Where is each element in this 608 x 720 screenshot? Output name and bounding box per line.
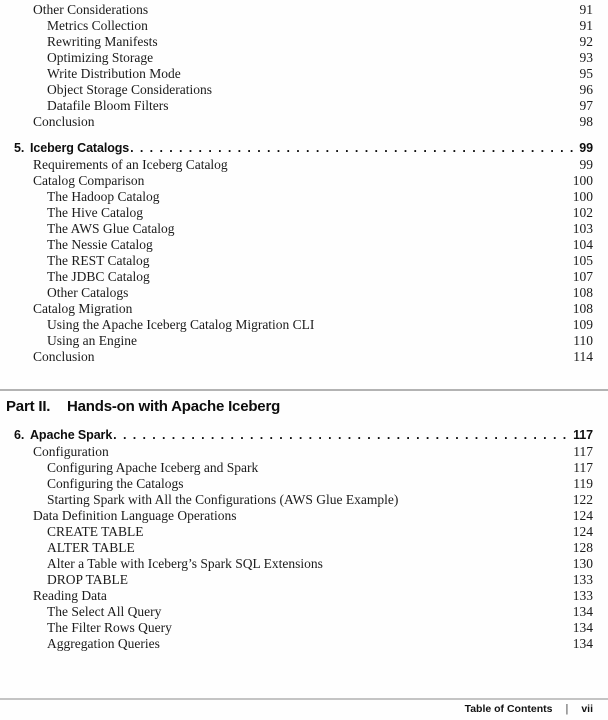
toc-entry — [14, 460, 593, 476]
chapter-number: 6. — [14, 427, 25, 442]
entry-title: Reading Data — [33, 587, 107, 603]
toc-entry — [14, 18, 593, 34]
entry-title: Using an Engine — [47, 333, 137, 348]
chapter-heading-row — [14, 140, 593, 157]
entry-page-number: 124 — [572, 507, 593, 523]
entry-page-number: 119 — [573, 475, 593, 491]
entry-page-number: 124 — [572, 523, 593, 539]
entry-title: Catalog Migration — [33, 301, 133, 316]
entry-title: Conclusion — [33, 114, 95, 129]
entries-block — [14, 2, 593, 130]
entry-page-number: 105 — [572, 253, 593, 268]
toc-entry — [14, 636, 593, 652]
entry-title: The JDBC Catalog — [47, 269, 150, 284]
entry-page-number: 134 — [572, 619, 593, 635]
entry-title: Configuring Apache Iceberg and Spark — [47, 459, 259, 475]
chapter-title: Iceberg Catalogs — [30, 141, 130, 155]
toc-entry — [14, 476, 593, 492]
toc-entry — [14, 221, 593, 237]
toc-entry — [14, 604, 593, 620]
toc-entry — [14, 157, 593, 173]
entry-title: The Select All Query — [47, 603, 162, 619]
chapter-block — [14, 427, 593, 652]
footer-page-number: vii — [581, 703, 593, 715]
entry-page-number: 133 — [572, 587, 593, 603]
toc-entry — [14, 237, 593, 253]
entry-page-number: 114 — [573, 349, 593, 364]
toc-entry — [14, 444, 593, 460]
toc-entry — [14, 82, 593, 98]
entry-page-number: 134 — [572, 603, 593, 619]
toc-entry — [14, 2, 593, 18]
dot-leader — [113, 427, 573, 443]
entry-title: Using the Apache Iceberg Catalog Migration CLI — [47, 317, 315, 332]
chapter-page-number: 99 — [579, 141, 593, 155]
entry-page-number: 99 — [579, 157, 593, 172]
entry-title: The Hadoop Catalog — [47, 189, 160, 204]
entry-title: Other Catalogs — [47, 285, 129, 300]
entry-page-number: 134 — [572, 635, 593, 651]
toc-entry — [14, 98, 593, 114]
entry-page-number: 104 — [572, 237, 593, 252]
toc-entry — [14, 317, 593, 333]
entry-title: DROP TABLE — [47, 571, 129, 587]
entry-page-number: 117 — [573, 459, 593, 475]
dot-leader — [130, 140, 579, 156]
entry-page-number: 100 — [572, 173, 593, 188]
toc-entry — [14, 34, 593, 50]
part-divider — [6, 389, 593, 417]
entry-title: Catalog Comparison — [33, 173, 145, 188]
entry-page-number: 95 — [579, 66, 593, 81]
table-of-contents — [6, 2, 593, 652]
toc-entry — [14, 508, 593, 524]
entry-page-number: 92 — [579, 34, 593, 49]
entry-title: The REST Catalog — [47, 253, 150, 268]
entry-page-number: 108 — [572, 301, 593, 316]
entry-page-number: 122 — [572, 491, 593, 507]
toc-entry — [14, 572, 593, 588]
toc-entry — [14, 333, 593, 349]
toc-entry — [14, 173, 593, 189]
entry-page-number: 110 — [573, 333, 593, 348]
entry-page-number: 96 — [579, 82, 593, 97]
chapter-title: Apache Spark — [30, 427, 113, 442]
entry-page-number: 109 — [572, 317, 593, 332]
entry-title: Other Considerations — [33, 2, 149, 17]
toc-entry — [14, 524, 593, 540]
entry-page-number: 98 — [579, 114, 593, 129]
entry-title: CREATE TABLE — [47, 523, 144, 539]
part-label: Part II. — [6, 397, 51, 415]
toc-entry — [14, 205, 593, 221]
entry-page-number: 107 — [572, 269, 593, 284]
entry-page-number: 102 — [572, 205, 593, 220]
entry-title: Conclusion — [33, 349, 95, 364]
entry-title: Optimizing Storage — [47, 50, 154, 65]
entry-title: The AWS Glue Catalog — [47, 221, 175, 236]
entry-page-number: 97 — [579, 98, 593, 113]
toc-entry — [14, 620, 593, 636]
footer-text — [0, 700, 608, 715]
entry-title: ALTER TABLE — [47, 539, 135, 555]
entry-title: The Filter Rows Query — [47, 619, 172, 635]
entry-title: Datafile Bloom Filters — [47, 98, 169, 113]
entry-title: Aggregation Queries — [47, 635, 160, 651]
entry-title: Write Distribution Mode — [47, 66, 181, 81]
entry-title: Starting Spark with All the Configurations (AWS Glue Example) — [47, 491, 399, 507]
entry-page-number: 117 — [573, 443, 593, 459]
toc-entry — [14, 50, 593, 66]
entry-title: Data Definition Language Operations — [33, 507, 237, 523]
toc-entry — [14, 540, 593, 556]
entry-title: The Nessie Catalog — [47, 237, 153, 252]
entry-page-number: 93 — [579, 50, 593, 65]
chapter-number: 5. — [14, 141, 25, 155]
entry-page-number: 100 — [572, 189, 593, 204]
footer-section-label: Table of Contents — [464, 703, 553, 715]
chapter-heading-row — [14, 427, 593, 444]
toc-entry — [14, 492, 593, 508]
toc-entry — [14, 189, 593, 205]
toc-entry — [14, 301, 593, 317]
toc-entry — [14, 556, 593, 572]
chapter-block — [14, 140, 593, 365]
entry-page-number: 91 — [579, 18, 593, 33]
toc-entry — [14, 285, 593, 301]
entry-title: Rewriting Manifests — [47, 34, 158, 49]
entry-title: Configuration — [33, 443, 109, 459]
part-divider-rule — [0, 389, 608, 391]
toc-entry — [14, 114, 593, 130]
page-footer — [0, 698, 608, 715]
entry-title: Configuring the Catalogs — [47, 475, 184, 491]
toc-entry — [14, 349, 593, 365]
entry-page-number: 133 — [572, 571, 593, 587]
entry-title: Requirements of an Iceberg Catalog — [33, 157, 228, 172]
entry-page-number: 91 — [579, 2, 593, 17]
entry-page-number: 128 — [572, 539, 593, 555]
entry-title: Metrics Collection — [47, 18, 148, 33]
entry-page-number: 108 — [572, 285, 593, 300]
entry-title: The Hive Catalog — [47, 205, 143, 220]
part-title: Hands-on with Apache Iceberg — [67, 397, 281, 415]
chapter-page-number: 117 — [573, 427, 593, 442]
footer-separator: | — [565, 703, 569, 715]
entry-title: Object Storage Considerations — [47, 82, 212, 97]
toc-entry — [14, 253, 593, 269]
entry-page-number: 130 — [572, 555, 593, 571]
entry-title: Alter a Table with Iceberg’s Spark SQL Extensions — [47, 555, 323, 571]
toc-entry — [14, 66, 593, 82]
part-heading — [6, 397, 593, 417]
toc-entry — [14, 269, 593, 285]
toc-entry — [14, 588, 593, 604]
entry-page-number: 103 — [572, 221, 593, 236]
